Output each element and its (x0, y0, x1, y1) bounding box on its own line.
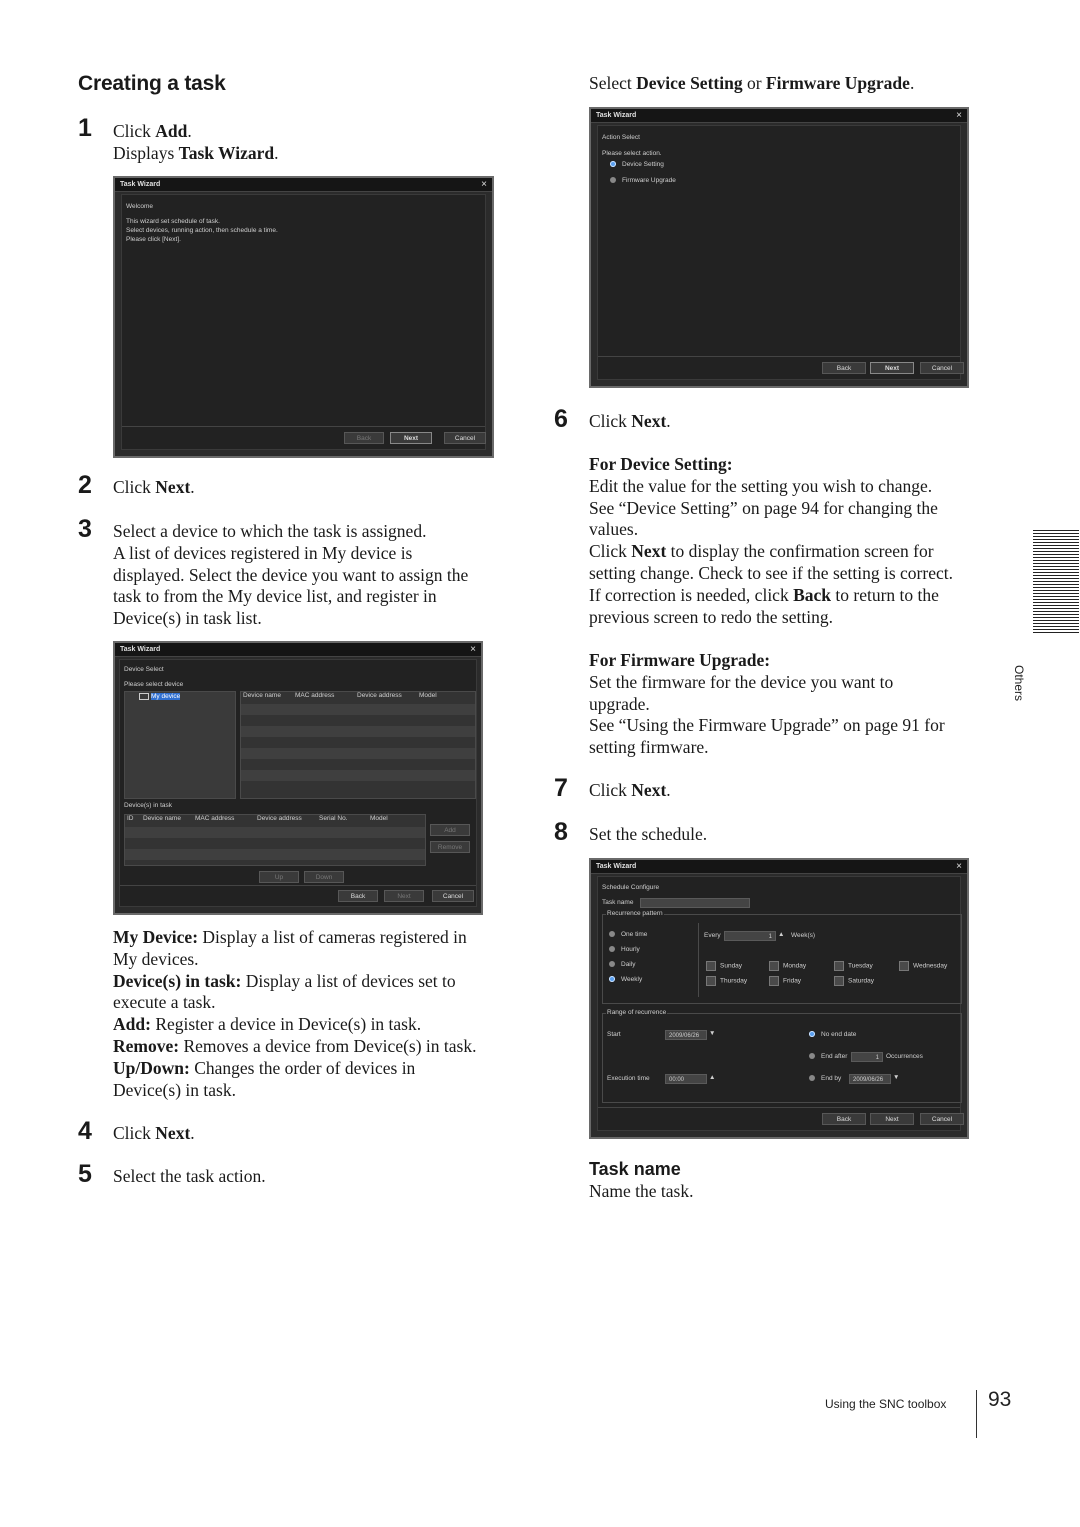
add-button[interactable]: Add (430, 824, 470, 836)
checkbox-friday[interactable]: Friday (769, 976, 801, 986)
my-device-tree[interactable] (124, 691, 236, 799)
section-heading: Creating a task (78, 72, 226, 95)
task-wizard-welcome-dialog (113, 176, 494, 458)
column-header[interactable]: Serial No. (319, 815, 348, 822)
my-device-list[interactable] (240, 691, 476, 799)
up-button[interactable]: Up (259, 871, 299, 883)
column-header[interactable]: Device name (243, 692, 281, 699)
task-name-heading: Task name (589, 1159, 681, 1179)
weeks-label: Week(s) (791, 932, 816, 939)
spinner-icon[interactable]: ▲ (778, 931, 785, 938)
next-button[interactable]: Next (384, 890, 424, 902)
firmware-heading: For Firmware Upgrade: (589, 650, 771, 670)
start-date-input[interactable]: 2009/06/26 (665, 1030, 707, 1040)
task-wizard-schedule-dialog (589, 858, 969, 1139)
step-number: 7 (554, 774, 568, 802)
execution-time-label: Execution time (607, 1075, 650, 1082)
device-setting-section: For Device Setting: Edit the value for the setting you wish to change. See “Device Setting” on page 94 for changing the values. Click Next to display the confirmation screen for setting change. Check to see if the setting is correct. If correction is needed, click Back to return to the previous screen to redo the setting. (589, 454, 953, 627)
folder-icon (139, 693, 149, 700)
devices-in-task-label: Device(s) in task (124, 802, 173, 809)
radio-unselected-icon (610, 177, 616, 183)
close-icon[interactable]: × (956, 110, 962, 121)
dropdown-arrow-icon[interactable]: ▼ (709, 1030, 716, 1037)
range-label: Range of recurrence (607, 1009, 667, 1016)
spinner-icon[interactable]: ▲ (709, 1074, 716, 1081)
side-tab-bars (1033, 530, 1079, 634)
step-1-text: Click Add. Displays Task Wizard. (113, 121, 279, 163)
every-label: Every (704, 932, 721, 939)
checkbox-tuesday[interactable]: Tuesday (834, 961, 873, 971)
select-action-intro: Select Device Setting or Firmware Upgrade. (589, 73, 915, 93)
recurrence-pattern-label: Recurrence pattern (607, 910, 663, 917)
task-name-label: Task name (602, 899, 634, 906)
dialog-title: Task Wizard (596, 112, 637, 119)
welcome-line: Please click [Next]. (126, 236, 181, 243)
task-wizard-action-select-dialog (589, 107, 969, 388)
radio-firmware-upgrade[interactable]: Firmware Upgrade (610, 177, 676, 184)
checkbox-saturday[interactable]: Saturday (834, 976, 874, 986)
step-4-text: Click Next. (113, 1123, 195, 1143)
tree-item-my-device[interactable]: My device (139, 693, 180, 700)
step-5-text: Select the task action. (113, 1166, 266, 1186)
end-after-input[interactable]: 1 (851, 1052, 883, 1062)
device-setting-heading: For Device Setting: (589, 454, 733, 474)
back-button[interactable]: Back (338, 890, 378, 902)
page-number: 93 (988, 1388, 1012, 1411)
next-button[interactable]: Next (870, 362, 914, 374)
column-header[interactable]: MAC address (195, 815, 235, 822)
column-header[interactable]: ID (127, 815, 134, 822)
welcome-line: This wizard set schedule of task. (126, 218, 220, 225)
firmware-section: For Firmware Upgrade: Set the firmware for the device you want to upgrade. See “Using the Firmware Upgrade” on page 91 for setting firmware. (589, 650, 945, 758)
checkbox-thursday[interactable]: Thursday (706, 976, 747, 986)
step-3-text: Select a device to which the task is assigned. A list of devices registered in My device is displayed. Select the device you want to assign the task to from the My device list, and register in Device(s) in task list. (113, 521, 469, 629)
task-name-input[interactable] (640, 898, 750, 908)
checkbox-wednesday[interactable]: Wednesday (899, 961, 947, 971)
step-number: 6 (554, 405, 568, 433)
welcome-heading: Welcome (126, 203, 153, 210)
remove-button[interactable]: Remove (430, 841, 470, 853)
task-name-text: Name the task. (589, 1181, 694, 1201)
occurrences-label: Occurrences (886, 1053, 923, 1060)
radio-selected-icon (610, 161, 616, 167)
cancel-button[interactable]: Cancel (920, 362, 964, 374)
dialog-title: Task Wizard (596, 863, 637, 870)
radio-daily[interactable]: Daily (609, 961, 635, 968)
device-select-prompt: Please select device (124, 681, 184, 688)
range-of-recurrence-group (602, 1009, 962, 1103)
dropdown-arrow-icon[interactable]: ▼ (893, 1074, 900, 1081)
close-icon[interactable]: × (956, 861, 962, 872)
back-button[interactable]: Back (344, 432, 384, 444)
cancel-button[interactable]: Cancel (432, 890, 474, 902)
radio-device-setting[interactable]: Device Setting (610, 161, 664, 168)
column-header[interactable]: MAC address (295, 692, 335, 699)
every-input[interactable]: 1 (724, 931, 776, 941)
radio-one-time[interactable]: One time (609, 931, 647, 938)
action-select-heading: Action Select (602, 134, 640, 141)
dialog-title: Task Wizard (120, 181, 161, 188)
radio-end-after[interactable]: End after (809, 1053, 847, 1060)
schedule-heading: Schedule Configure (602, 884, 660, 891)
side-tab-label: Others (1012, 665, 1026, 702)
radio-no-end-date[interactable]: No end date (809, 1031, 856, 1038)
down-button[interactable]: Down (304, 871, 344, 883)
close-icon[interactable]: × (481, 179, 487, 190)
step-number: 1 (78, 114, 92, 142)
column-header[interactable]: Device address (257, 815, 302, 822)
step-2-text: Click Next. (113, 477, 195, 497)
cancel-button[interactable]: Cancel (920, 1113, 964, 1125)
definitions-list: My Device: Display a list of cameras registered in My devices. Device(s) in task: Display a list of devices set to execute a task. Add: Register a device in Device(s) in task. Remove: Removes a device from Device(s) in task. Up/Down: Changes the order of devices in Device(s) in task. (113, 927, 477, 1100)
column-header[interactable]: Device address (357, 692, 402, 699)
step-number: 2 (78, 471, 92, 499)
column-header[interactable]: Model (370, 815, 388, 822)
step-7-text: Click Next. (589, 780, 671, 800)
next-button[interactable]: Next (870, 1113, 914, 1125)
step-number: 5 (78, 1160, 92, 1188)
task-wizard-device-select-dialog (113, 641, 483, 915)
radio-weekly[interactable]: Weekly (609, 976, 642, 983)
checkbox-monday[interactable]: Monday (769, 961, 806, 971)
checkbox-sunday[interactable]: Sunday (706, 961, 742, 971)
radio-end-by[interactable]: End by (809, 1075, 841, 1082)
column-header[interactable]: Device name (143, 815, 181, 822)
recurrence-pattern-group (602, 910, 962, 1004)
end-by-input[interactable]: 2009/06/26 (849, 1074, 891, 1084)
start-label: Start (607, 1031, 621, 1038)
step-number: 3 (78, 515, 92, 543)
close-icon[interactable]: × (470, 644, 476, 655)
radio-hourly[interactable]: Hourly (609, 946, 640, 953)
column-header[interactable]: Model (419, 692, 437, 699)
action-select-prompt: Please select action. (602, 150, 662, 157)
step-number: 4 (78, 1117, 92, 1145)
back-button[interactable]: Back (822, 362, 866, 374)
step-number: 8 (554, 818, 568, 846)
device-select-heading: Device Select (124, 666, 164, 673)
footer-section: Using the SNC toolbox (825, 1397, 947, 1411)
welcome-line: Select devices, running action, then schedule a time. (126, 227, 278, 234)
cancel-button[interactable]: Cancel (444, 432, 486, 444)
step-8-text: Set the schedule. (589, 824, 708, 844)
step-6-text: Click Next. (589, 411, 671, 431)
execution-time-input[interactable]: 00:00 (665, 1074, 707, 1084)
dialog-title: Task Wizard (120, 646, 161, 653)
next-button[interactable]: Next (390, 432, 432, 444)
back-button[interactable]: Back (822, 1113, 866, 1125)
footer-divider (976, 1390, 977, 1438)
devices-in-task-list[interactable] (124, 814, 426, 866)
